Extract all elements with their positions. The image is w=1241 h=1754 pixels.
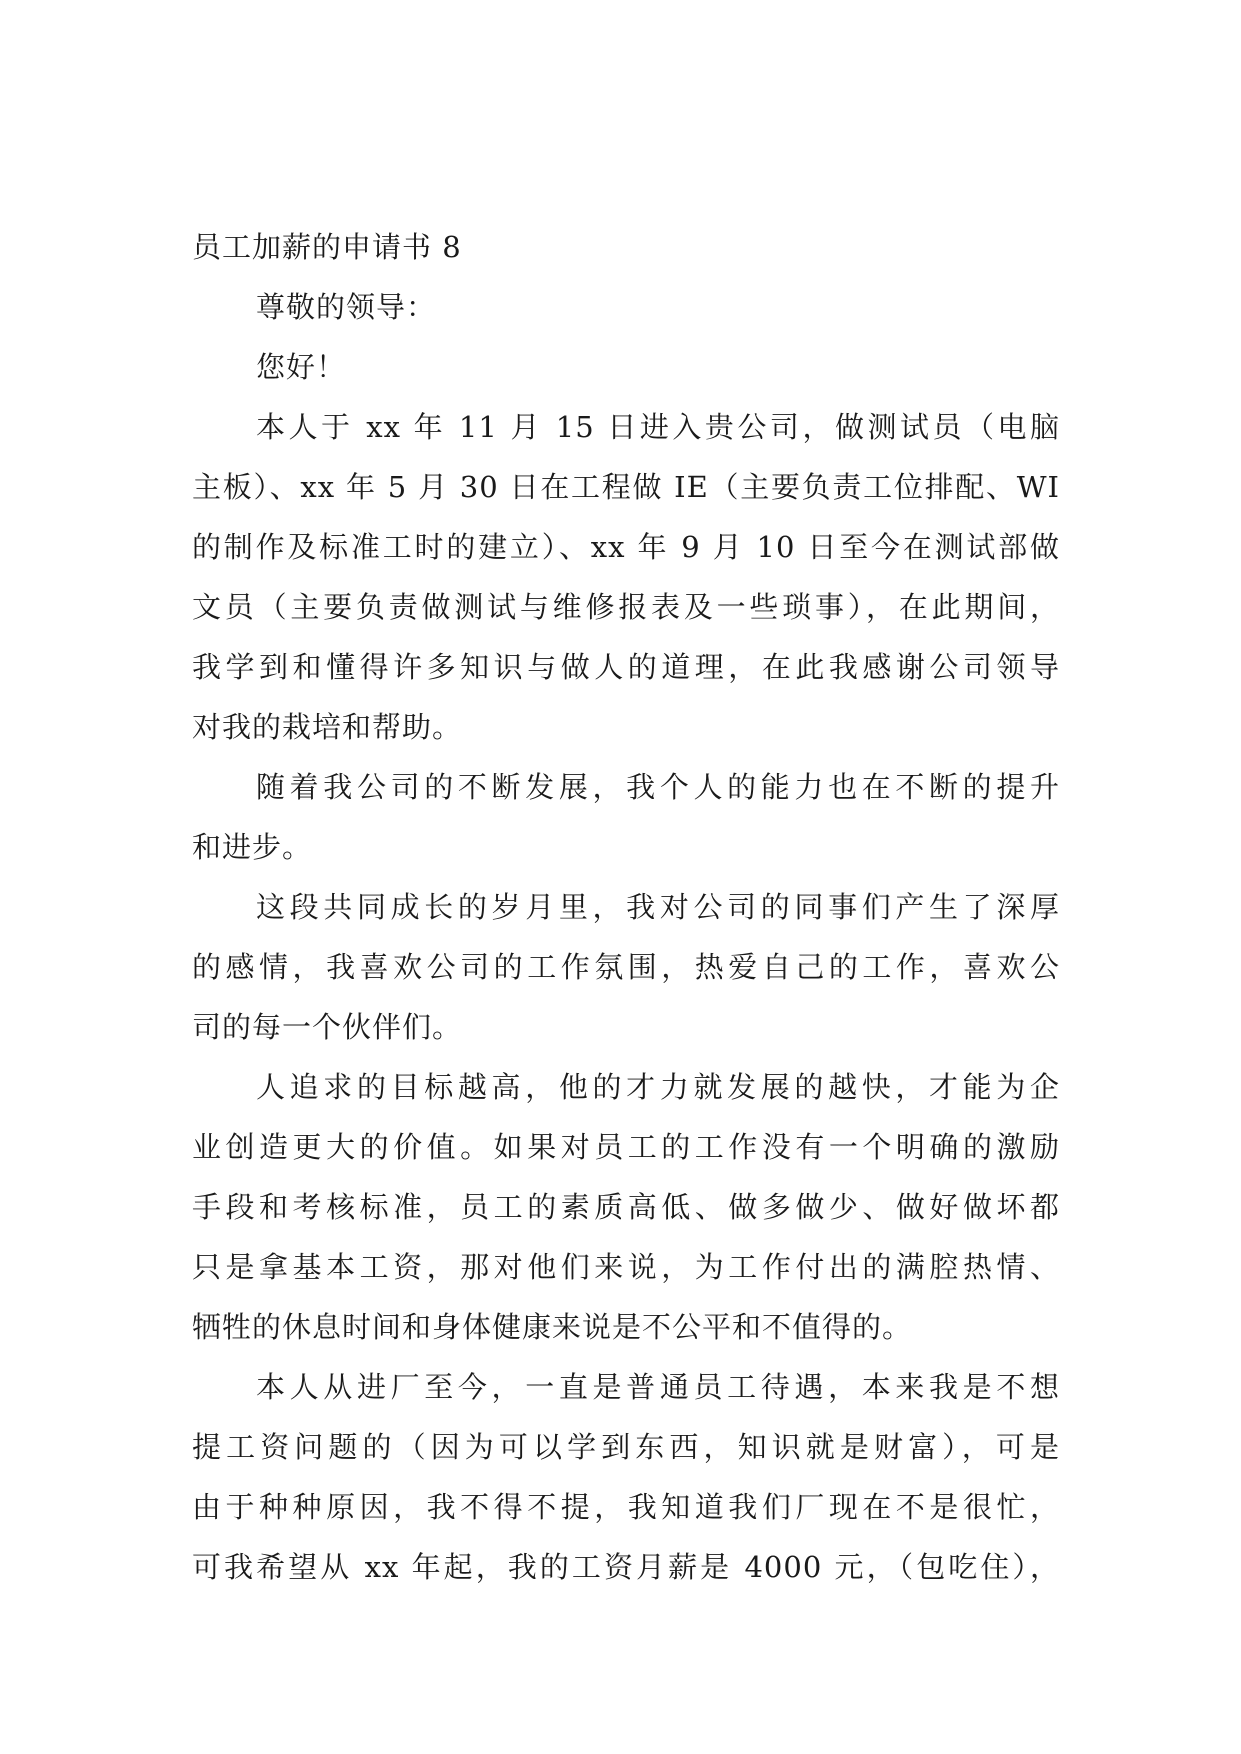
paragraph-line: 提工资问题的（因为可以学到东西，知识就是财富），可是 [192,1430,1060,1464]
paragraph-line: 的制作及标准工时的建立）、xx 年 9 月 10 日至今在测试部做 [192,530,1060,564]
paragraph-line: 和进步。 [192,830,313,864]
paragraph-line: 牺牲的休息时间和身体健康来说是不公平和不值得的。 [192,1310,913,1344]
paragraph-line: 只是拿基本工资，那对他们来说，为工作付出的满腔热情、 [192,1250,1060,1284]
paragraph-line: 手段和考核标准，员工的素质高低、做多做少、做好做坏都 [192,1190,1060,1224]
paragraph-line: 文员（主要负责做测试与维修报表及一些琐事），在此期间， [192,590,1060,624]
paragraph-line: 由于种种原因，我不得不提，我知道我们厂现在不是很忙， [192,1490,1060,1524]
paragraph-line: 对我的栽培和帮助。 [192,710,463,744]
paragraph-line: 司的每一个伙伴们。 [192,1010,463,1044]
paragraph-line: 我学到和懂得许多知识与做人的道理，在此我感谢公司领导 [192,650,1060,684]
paragraph-line: 可我希望从 xx 年起，我的工资月薪是 4000 元，（包吃住）， [192,1550,1060,1584]
paragraph-line: 本人于 xx 年 11 月 15 日进入贵公司，做测试员（电脑 [256,410,1060,444]
paragraph-line: 的感情，我喜欢公司的工作氛围，热爱自己的工作，喜欢公 [192,950,1060,984]
paragraph-line: 随着我公司的不断发展，我个人的能力也在不断的提升 [256,770,1060,804]
greeting: 您好！ [256,350,347,384]
salutation: 尊敬的领导： [256,290,437,324]
paragraph-line: 这段共同成长的岁月里，我对公司的同事们产生了深厚 [256,890,1060,924]
paragraph-line: 业创造更大的价值。如果对员工的工作没有一个明确的激励 [192,1130,1060,1164]
document-body [192,217,1060,1597]
paragraph-line: 主板）、xx 年 5 月 30 日在工程做 IE（主要负责工位排配、WI [192,470,1060,504]
paragraph-line: 人追求的目标越高，他的才力就发展的越快，才能为企 [256,1070,1060,1104]
document-title: 员工加薪的申请书 8 [192,230,462,264]
paragraph-line: 本人从进厂至今，一直是普通员工待遇，本来我是不想 [256,1370,1060,1404]
